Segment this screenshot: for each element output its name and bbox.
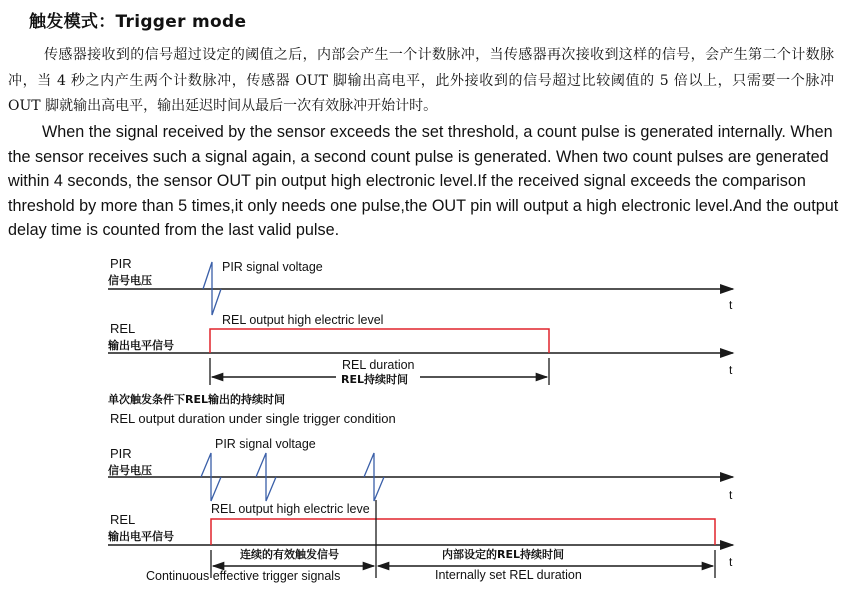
caption-en: REL output duration under single trigger condition <box>110 411 396 426</box>
rel-label: REL <box>110 512 136 527</box>
continuous-label-zh: 连续的有效触发信号 <box>240 548 339 561</box>
pir-label-zh: 信号电压 <box>108 464 152 477</box>
rel-label-zh: 输出电平信号 <box>108 339 174 352</box>
rel-duration-label: REL duration <box>342 358 415 372</box>
rel-label: REL <box>110 321 136 336</box>
continuous-trigger-diagram <box>107 437 733 583</box>
pir-signal-label: PIR signal voltage <box>222 260 323 274</box>
internal-duration-label-en: Internally set REL duration <box>435 568 582 582</box>
rel-high-pulse <box>210 329 549 353</box>
t-axis-label: t <box>729 363 733 377</box>
single-trigger-diagram <box>107 256 733 426</box>
t-axis-label: t <box>729 488 733 502</box>
rel-duration-label-zh: REL持续时间 <box>341 373 408 386</box>
pir-label: PIR <box>110 256 132 271</box>
rel-level-label: REL output high electric level <box>222 313 384 327</box>
continuous-label-en: Continuous effective trigger signals <box>146 569 341 583</box>
page-title: 触发模式：Trigger mode <box>29 12 247 32</box>
description-english: When the signal received by the sensor exceeds the set threshold, a count pulse is generated internally. When the sensor receives such a signal again, a second count pulse is generated. When two count pulses are generated within 4 seconds, the sensor OUT pin output high electronic level.If the received signal exceeds the comparison threshold by more than 5 times,it only needs one pulse,the OUT pin will output a high electronic level.And the output delay time is counted from the last valid pulse. <box>8 123 839 240</box>
rel-high-pulse <box>211 519 715 545</box>
t-axis-label: t <box>729 555 733 569</box>
description-chinese: 传感器接收到的信号超过设定的阈值之后，内部会产生一个计数脉冲，当传感器再次接收到这样的信号，会产生第二个计数脉冲，当 4 秒之内产生两个计数脉冲，传感器 OUT 脚输出高电平，此外接收到的信号超过比较阈值的 5 倍以上，只需要一个脉冲 OUT 脚就输出高电平，输出延迟时间从最后一次有效脉冲开始计时。 <box>8 47 834 114</box>
pir-signal-label: PIR signal voltage <box>215 437 316 451</box>
pir-label: PIR <box>110 446 132 461</box>
internal-duration-label-zh: 内部设定的REL持续时间 <box>442 548 564 561</box>
rel-label-zh: 输出电平信号 <box>108 530 174 543</box>
caption-zh: 单次触发条件下REL输出的持续时间 <box>108 393 285 406</box>
t-axis-label: t <box>729 298 733 312</box>
rel-level-label: REL output high electric leve <box>211 502 370 516</box>
pir-label-zh: 信号电压 <box>108 274 152 287</box>
